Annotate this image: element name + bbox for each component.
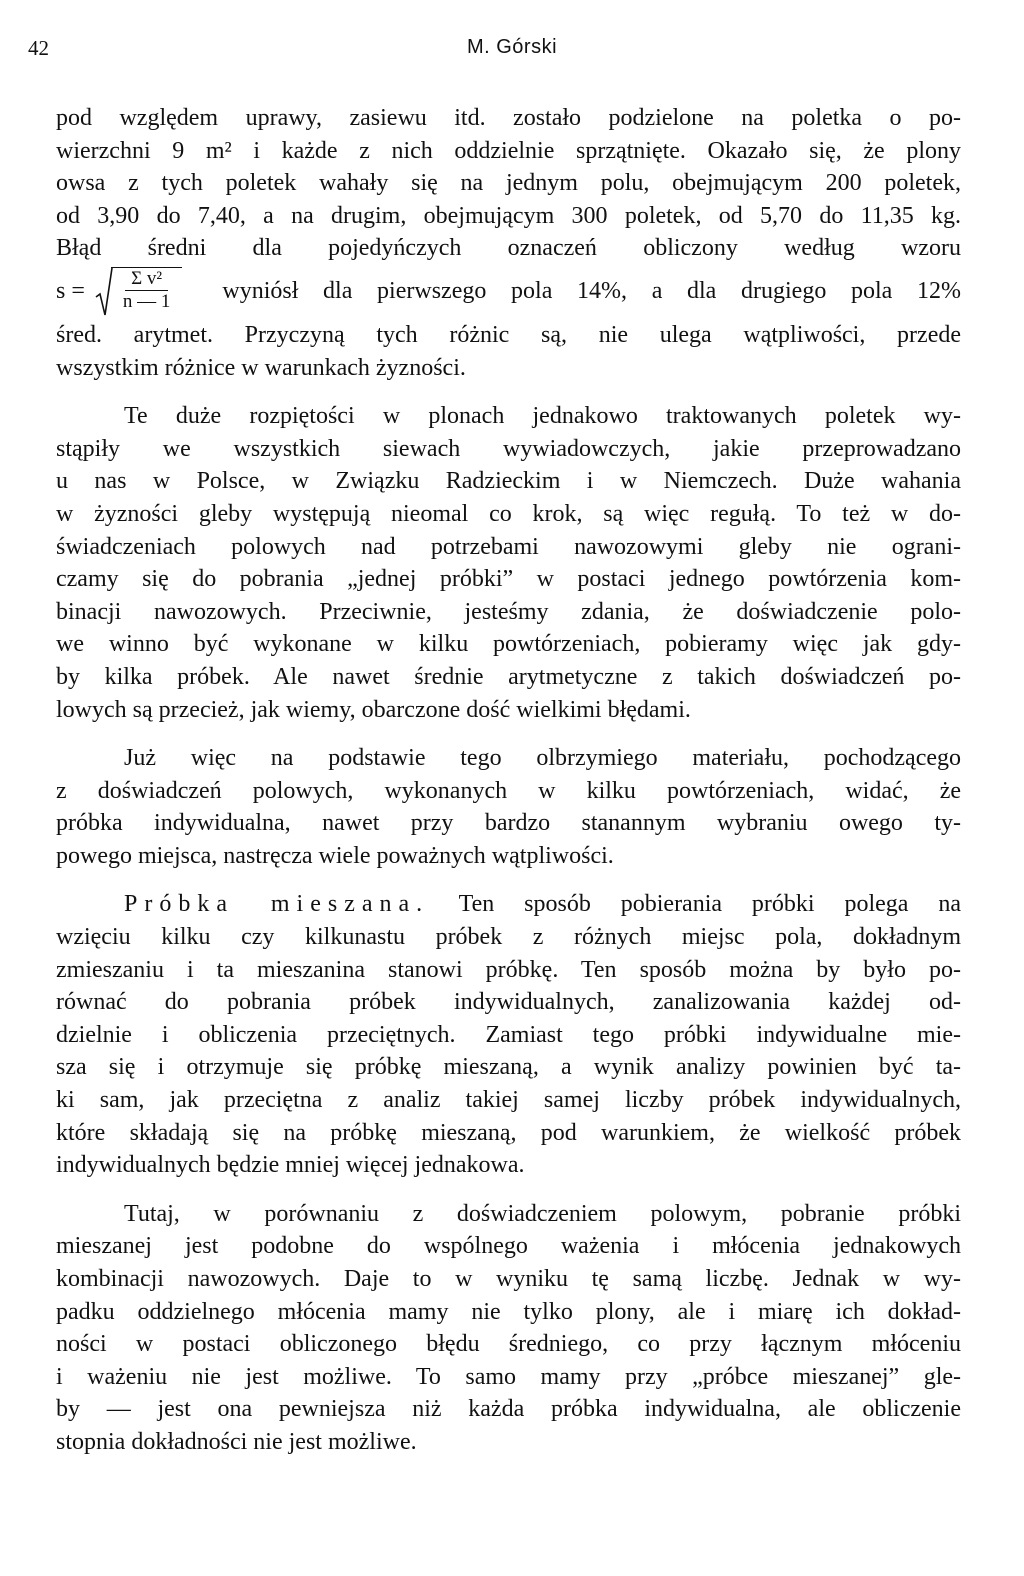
text-line: by — jest ona pewniejsza niż każda próbka indywidualna, ale obliczenie [56, 1396, 961, 1423]
text-line: Te duże rozpiętości w plonach jednakowo traktowanych poletek wy- [124, 403, 961, 430]
body-text [56, 102, 961, 1459]
text-line: stąpiły we wszystkich siewach wywiadowczych, jakie przeprowadzano [56, 435, 961, 462]
text-line: kombinacji nawozowych. Daje to w wyniku tę samą liczbę. Jednak w wy- [56, 1266, 961, 1292]
text-line: z doświadczeń polowych, wykonanych w kilku powtórzeniach, widać, że [56, 777, 961, 804]
square-root [95, 267, 183, 317]
paragraph-4 [56, 888, 961, 1181]
text-line: czamy się do pobrania „jednej próbki” w postaci jednego powtórzenia kom- [56, 566, 961, 593]
paragraph-1 [56, 102, 961, 384]
std-error-formula [56, 267, 182, 317]
text-line: lowych są przecież, jak wiemy, obarczone dość wielkimi błędami. [56, 696, 691, 723]
text-line: Tutaj, w porównaniu z doświadczeniem polowym, pobranie próbki [124, 1200, 961, 1227]
text-line: wzięciu kilku czy kilkunastu próbek z różnych miejsc pola, dokładnym [56, 924, 961, 951]
text-line: Już więc na podstawie tego olbrzymiego materiału, pochodzącego [124, 745, 961, 772]
paragraph-5 [56, 1198, 961, 1459]
text-line: we winno być wykonane w kilku powtórzeniach, pobieramy więc jak gdy- [56, 631, 961, 658]
fraction-numerator: Σ v² [125, 268, 168, 291]
text-line: ności w postaci obliczonego błędu średniego, co przy łącznym młóceniu [56, 1331, 961, 1358]
text-line: owsa z tych poletek wahały się na jednym polu, obejmującym 200 poletek, [56, 170, 961, 197]
text-line: sza się i otrzymuje się próbkę mieszaną, a wynik analizy powinien być ta- [56, 1054, 961, 1081]
text-line: stopnia dokładności nie jest możliwe. [56, 1428, 417, 1455]
text-line: wszystkim różnice w warunkach żyzności. [56, 354, 466, 381]
text-line: padku oddzielnego młócenia mamy nie tylko plony, ale i miarę ich dokład- [56, 1298, 961, 1325]
text-line: Błąd średni dla pojedyńczych oznaczeń obliczony według wzoru [56, 235, 961, 262]
text-line: od 3,90 do 7,40, a na drugim, obejmującym 300 poletek, od 5,70 do 11,35 kg. [56, 202, 961, 229]
text-line: próbka indywidualna, nawet przy bardzo stanannym wybraniu owego ty- [56, 810, 961, 837]
text-line: które składają się na próbkę mieszaną, pod warunkiem, że wielkość próbek [56, 1119, 961, 1146]
formula-line [56, 265, 961, 319]
paragraph-2 [56, 400, 961, 726]
text-line: pod względem uprawy, zasiewu itd. zostało podzielone na poletka o po- [56, 105, 961, 131]
running-title: M. Górski [466, 36, 558, 58]
paragraph-3 [56, 742, 961, 872]
text-line: równać do pobrania próbek indywidualnych, zanalizowania każdej od- [56, 989, 961, 1016]
page-header [28, 36, 996, 66]
text-line: dzielnie i obliczenia przeciętnych. Zamiast tego próbki indywidualne mie- [56, 1021, 961, 1048]
section-heading: Próbka mieszana. [124, 891, 430, 918]
text-line: śred. arytmet. Przyczyną tych różnic są, nie ulega wątpliwości, przede [56, 321, 961, 348]
text-line: indywidualnych będzie mniej więcej jednakowa. [56, 1152, 525, 1179]
text-line: wierzchni 9 m² i każde z nich oddzielnie sprzątnięte. Okazało się, że plony [56, 137, 961, 164]
text-line: i ważeniu nie jest możliwe. To samo mamy przy „próbce mieszanej” gle- [56, 1363, 961, 1390]
fraction-denominator: n — 1 [122, 290, 171, 312]
text-line: świadczeniach polowych nad potrzebami nawozowymi gleby nie ograni- [56, 533, 961, 560]
formula-lhs: s = [56, 278, 85, 305]
text-line: binacji nawozowych. Przeciwnie, jesteśmy zdania, że doświadczenie polo- [56, 598, 961, 625]
text-line: by kilka próbek. Ale nawet średnie arytmetyczne z takich doświadczeń po- [56, 663, 961, 690]
text-line: ki sam, jak przeciętna z analiz takiej samej liczby próbek indywidualnych, [56, 1087, 961, 1114]
text-line: powego miejsca, nastręcza wiele poważnych wątpliwości. [56, 842, 614, 869]
heading-line-rest: Ten sposób pobierania próbki polega na [458, 891, 961, 918]
formula-trailing-text: wyniósł dla pierwszego pola 14%, a dla drugiego pola 12% [222, 278, 961, 305]
fraction [111, 267, 183, 317]
text-line: mieszanej jest podobne do wspólnego ważenia i młócenia jednakowych [56, 1233, 961, 1260]
text-line [56, 888, 961, 921]
page-number: 42 [28, 36, 49, 60]
text-line: u nas w Polsce, w Związku Radzieckim i w Niemczech. Duże wahania [56, 468, 961, 495]
text-line: w żyzności gleby występują nieomal co krok, są więc regułą. To też w do- [56, 500, 961, 527]
text-line: zmieszaniu i ta mieszanina stanowi próbkę. Ten sposób można by było po- [56, 956, 961, 983]
